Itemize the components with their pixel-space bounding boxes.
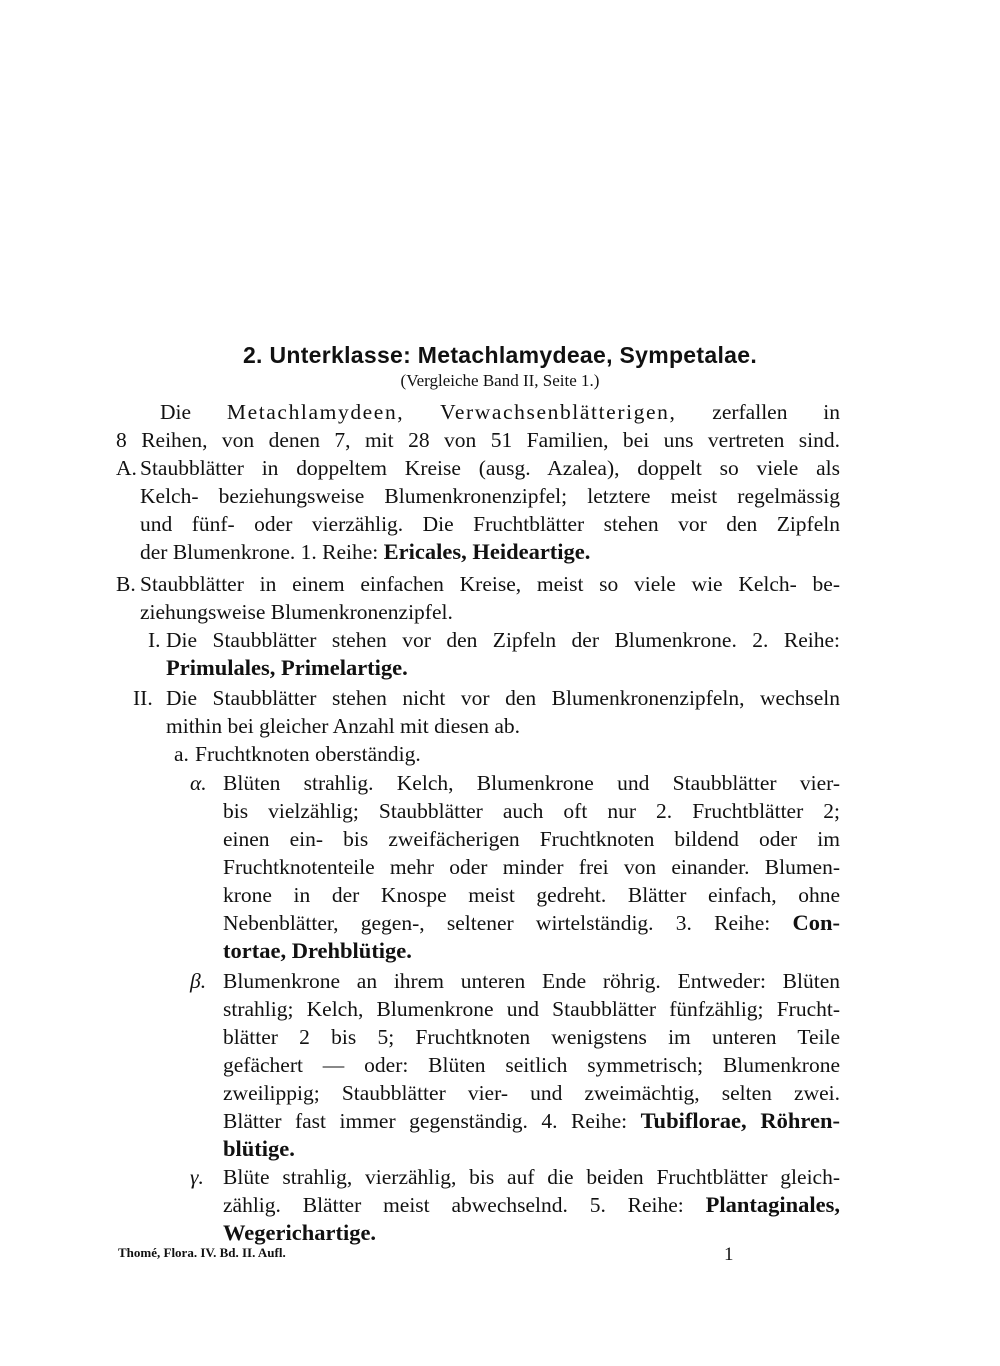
beta-marker: β. — [190, 969, 207, 993]
gamma-line-1: Blüte strahlig, vierzählig, bis auf die beiden Fruchtblätter gleich- — [223, 1165, 840, 1189]
order-tubiflorae-part: Tubiflorae, Röhren- — [640, 1108, 840, 1133]
sub-ii-line-1: Die Staubblätter stehen nicht vor den Blumenkronenzipfeln, wechseln — [166, 686, 840, 710]
gamma-marker: γ. — [190, 1165, 204, 1189]
order-plantaginales: Wegerichartige. — [223, 1220, 377, 1245]
order-ericales: Ericales, Heideartige. — [383, 539, 591, 564]
intro-line-1 — [160, 398, 840, 426]
alpha-line-4: Fruchtknotenteile mehr oder minder frei von einander. Blumen- — [223, 855, 840, 879]
beta-line-6 — [223, 1107, 840, 1135]
alpha-line-6 — [223, 909, 840, 937]
intro-text: Die — [160, 400, 192, 424]
beta-line-7 — [223, 1135, 295, 1163]
sub-a-marker: a. — [174, 742, 189, 766]
section-heading: 2. Unterklasse: Metachlamydeae, Sympetalae. — [242, 342, 758, 368]
group-a-line-4 — [140, 538, 590, 566]
intro-text: zerfallen in — [712, 400, 841, 424]
order-primulales: Primulales, Primelartige. — [166, 655, 408, 680]
group-a-line-3: und fünf- oder vierzählig. Die Fruchtblätter stehen vor den Zipfeln — [140, 512, 840, 536]
intro-line-2: 8 Reihen, von denen 7, mit 28 von 51 Familien, bei uns vertreten sind. — [116, 428, 840, 452]
gamma-line-3 — [223, 1219, 376, 1247]
sub-ii-marker: II. — [133, 686, 153, 710]
alpha-line-3: einen ein- bis zweifächerigen Fruchtknoten bildend oder im — [223, 827, 840, 851]
printer-signature: Thomé, Flora. IV. Bd. II. Aufl. — [118, 1245, 286, 1260]
order-contortae-part: Con- — [792, 910, 840, 935]
alpha-line-1: Blüten strahlig. Kelch, Blumenkrone und Staubblätter vier- — [223, 771, 840, 795]
alpha-marker: α. — [190, 771, 207, 795]
group-a-text: der Blumenkrone. 1. Reihe: — [140, 540, 379, 564]
term-verwachsenblaetterigen: Verwachsenblätterigen, — [440, 400, 677, 424]
sub-a-line-1: Fruchtknoten oberständig. — [195, 742, 421, 766]
group-b-line-1: Staubblätter in einem einfachen Kreise, meist so viele wie Kelch- be- — [140, 572, 840, 596]
sub-i-line-2 — [166, 654, 408, 682]
group-b-marker: B. — [116, 572, 136, 596]
group-b-line-2: ziehungsweise Blumenkronenzipfel. — [140, 600, 453, 624]
beta-line-4: gefächert — oder: Blüten seitlich symmetrisch; Blumenkrone — [223, 1053, 840, 1077]
alpha-line-2: bis vielzählig; Staubblätter auch oft nur 2. Fruchtblätter 2; — [223, 799, 840, 823]
volume-reference: (Vergleiche Band II, Seite 1.) — [400, 371, 600, 390]
sub-i-line-1: Die Staubblätter stehen vor den Zipfeln der Blumenkrone. 2. Reihe: — [166, 628, 840, 652]
alpha-line-7 — [223, 937, 412, 965]
page-number: 1 — [724, 1244, 734, 1265]
sub-ii-line-2: mithin bei gleicher Anzahl mit diesen ab. — [166, 714, 521, 738]
alpha-text: Nebenblätter, gegen-, seltener wirtelständig. 3. Reihe: — [223, 911, 771, 935]
group-a-line-2: Kelch- beziehungsweise Blumenkronenzipfel; letztere meist regelmässig — [140, 484, 840, 508]
beta-line-5: zweilippig; Staubblätter vier- und zweimächtig, selten zwei. — [223, 1081, 840, 1105]
beta-line-3: blätter 2 bis 5; Fruchtknoten wenigstens im unteren Teile — [223, 1025, 840, 1049]
term-metachlamydeen: Metachlamydeen, — [226, 400, 405, 424]
beta-line-1: Blumenkrone an ihrem unteren Ende röhrig. Entweder: Blüten — [223, 969, 840, 993]
order-plantaginales-part: Plantaginales, — [705, 1192, 840, 1217]
gamma-text: zählig. Blätter meist abwechselnd. 5. Reihe: — [223, 1193, 684, 1217]
alpha-line-5: krone in der Knospe meist gedreht. Blätter einfach, ohne — [223, 883, 840, 907]
order-tubiflorae: blütige. — [223, 1136, 295, 1161]
beta-text: Blätter fast immer gegenständig. 4. Reihe: — [223, 1109, 628, 1133]
order-contortae: tortae, Drehblütige. — [223, 938, 412, 963]
group-a-marker: A. — [116, 456, 137, 480]
sub-i-marker: I. — [148, 628, 161, 652]
group-a-line-1: Staubblätter in doppeltem Kreise (ausg. Azalea), doppelt so viele als — [140, 456, 840, 480]
gamma-line-2 — [223, 1191, 840, 1219]
beta-line-2: strahlig; Kelch, Blumenkrone und Staubblätter fünfzählig; Frucht- — [223, 997, 840, 1021]
